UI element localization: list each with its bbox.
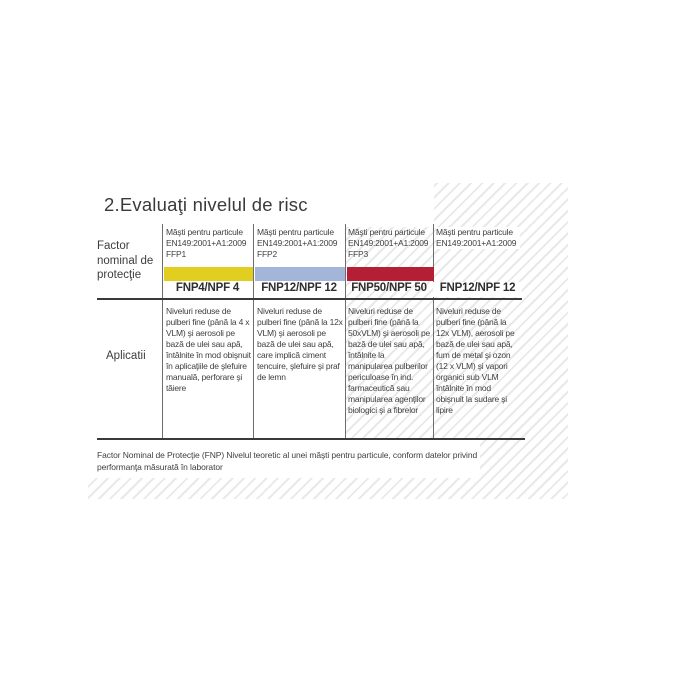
applications-text-col4: Niveluri reduse de pulberi fine (până la 12x VLM), aerosoli pe bază de ulei sau apă, fum de metal şi ozon (12 x VLM) şi vapori organici sub VLM întâlnite în mod obişnuit la sudare şi lipire xyxy=(436,306,515,415)
table-divider xyxy=(345,224,346,438)
page-title: 2.Evaluaţi nivelul de risc xyxy=(104,194,308,215)
protection-bar-blue xyxy=(255,267,345,281)
fnp-label-ffp2: FNP12/NPF 12 xyxy=(261,282,337,294)
column-header-ffp2: Măşti pentru particule EN149:2001+A1:2009 FFP2 xyxy=(257,227,338,259)
table-rule-bottom xyxy=(97,438,525,440)
table-divider xyxy=(433,224,434,438)
column-header-ffp3: Măşti pentru particule EN149:2001+A1:2009 FFP3 xyxy=(348,227,429,259)
applications-text-ffp2: Niveluri reduse de pulberi fine (până la 12x VLM) şi aerosoli pe bază de ulei sau apă, care implică ciment tencuire, şlefuire şi praf de lemn xyxy=(257,306,343,382)
row-label-protection-factor: Factor nominal de protecţie xyxy=(97,240,154,281)
fnp-label-col4: FNP12/NPF 12 xyxy=(433,282,522,297)
applications-text-ffp3: Niveluri reduse de pulberi fine (până la 50xVLM) şi aerosoli pe bază de ulei sau apă, întâlnite la manipularea pulberilor periculoase în ind. farmaceutică sau manipularea agenţilor biologici şi a fibrelor xyxy=(348,306,431,415)
applications-text-ffp1: Niveluri reduse de pulberi fine (până la 4 x VLM) şi aerosoli pe bază de ulei sau apă, întâlnite în mod obişnuit în aplicaţiile de şlefuire manuală, perforare şi tăiere xyxy=(166,306,251,393)
table-rule-under-fnp xyxy=(97,298,522,300)
table-divider xyxy=(162,224,163,438)
fnp-label-ffp3: FNP50/NPF 50 xyxy=(351,282,427,294)
protection-bar-red xyxy=(347,267,434,281)
footnote-text: Factor Nominal de Protecţie (FNP) Nivelul teoretic al unei măşti pentru particule, conform datelor privind performanţa măsurată în laborator xyxy=(97,450,478,472)
column-header-particle-mask: Măşti pentru particule EN149:2001+A1:2009 xyxy=(436,227,520,249)
row-label-applications: Aplicatii xyxy=(106,350,146,362)
fnp-label-ffp1: FNP4/NPF 4 xyxy=(175,282,240,294)
table-divider xyxy=(253,224,254,438)
column-header-ffp1: Măşti pentru particule EN149:2001+A1:2009 FFP1 xyxy=(166,227,247,259)
protection-bar-yellow xyxy=(164,267,253,281)
